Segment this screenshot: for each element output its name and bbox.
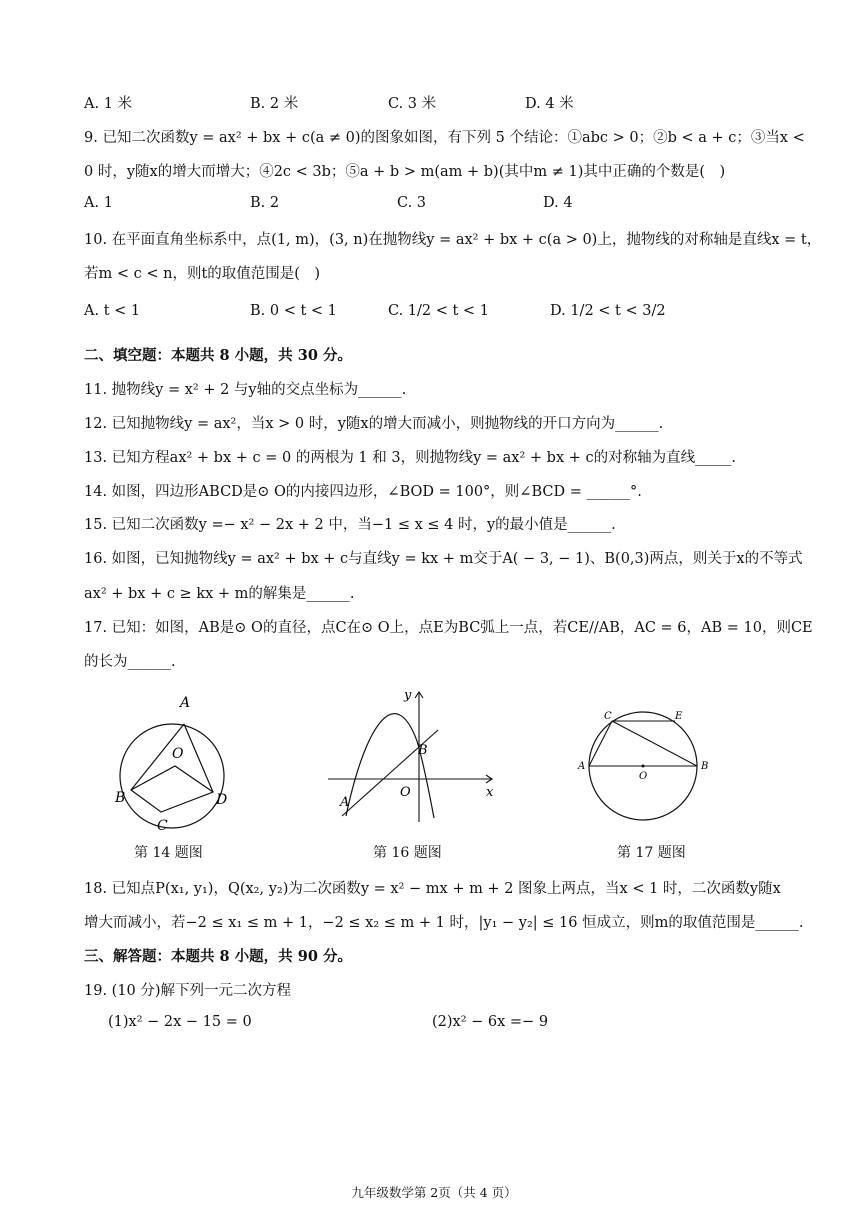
- figure-16: [320, 686, 500, 826]
- q8-option-c: C. 3 米: [388, 96, 437, 112]
- q18-line2: 增大而减小，若−2 ≤ x₁ ≤ m + 1，−2 ≤ x₂ ≤ m + 1 时，|y₁ − y₂| ≤ 16 恒成立，则m的取值范围是______.: [84, 915, 804, 931]
- section-heading-fill-in: 二、填空题：本题共 8 小题，共 30 分。: [84, 347, 352, 364]
- fig17-caption: 第 17 题图: [617, 845, 686, 861]
- fig17-label-o: O: [639, 771, 648, 782]
- figure-17: [575, 706, 715, 836]
- fig14-label-a: A: [180, 695, 191, 711]
- q16-line2: ax² + bx + c ≥ kx + m的解集是______.: [84, 586, 355, 602]
- figure-14: [108, 690, 240, 840]
- q9-option-a: A. 1: [84, 195, 113, 211]
- fig14-label-c: C: [157, 818, 168, 834]
- q13: 13. 已知方程ax² + bx + c = 0 的两根为 1 和 3，则抛物线y = ax² + bx + c的对称轴为直线_____.: [84, 450, 736, 466]
- fig14-label-d: D: [216, 792, 228, 808]
- fig16-label-y: y: [404, 688, 412, 703]
- q19-part2: (2)x² − 6x =− 9: [432, 1014, 549, 1030]
- q10-option-d: D. 1/2 < t < 3/2: [550, 303, 666, 319]
- fig14-label-b: B: [115, 790, 126, 806]
- q19-part1: (1)x² − 2x − 15 = 0: [108, 1014, 252, 1030]
- q17-line1: 17. 已知：如图，AB是⊙ O的直径，点C在⊙ O上，点E为BC弧上一点，若CE//AB，AC = 6，AB = 10，则CE: [84, 620, 813, 636]
- q8-option-a: A. 1 米: [84, 96, 133, 112]
- q10-line1: 10. 在平面直角坐标系中，点(1, m)，(3, n)在抛物线y = ax² + bx + c(a > 0)上，抛物线的对称轴是直线x = t，: [84, 232, 822, 248]
- fig17-label-a: A: [578, 761, 586, 772]
- fig17-label-e: E: [675, 711, 683, 722]
- q10-option-b: B. 0 < t < 1: [250, 303, 337, 319]
- q16-line1: 16. 如图，已知抛物线y = ax² + bx + c与直线y = kx + m交于A( − 3, − 1)、B(0,3)两点，则关于x的不等式: [84, 551, 803, 567]
- fig16-label-b: B: [418, 743, 428, 758]
- q10-option-c: C. 1/2 < t < 1: [388, 303, 489, 319]
- q15: 15. 已知二次函数y =− x² − 2x + 2 中，当−1 ≤ x ≤ 4 时，y的最小值是______.: [84, 517, 616, 533]
- fig14-caption: 第 14 题图: [134, 845, 203, 861]
- q19-title: 19. (10 分)解下列一元二次方程: [84, 983, 292, 999]
- fig16-label-o: O: [400, 785, 411, 800]
- q8-option-b: B. 2 米: [250, 96, 299, 112]
- q14: 14. 如图，四边形ABCD是⊙ O的内接四边形，∠BOD = 100°，则∠BCD = ______°.: [84, 484, 642, 500]
- q8-option-d: D. 4 米: [525, 96, 574, 112]
- q18-line1: 18. 已知点P(x₁, y₁)，Q(x₂, y₂)为二次函数y = x² − mx + m + 2 图象上两点，当x < 1 时，二次函数y随x: [84, 881, 781, 897]
- page-footer: 九年级数学第 2页（共 4 页）: [351, 1185, 517, 1200]
- fig17-label-b: B: [701, 761, 709, 772]
- q17-line2: 的长为______.: [84, 654, 176, 670]
- q9-option-d: D. 4: [543, 195, 573, 211]
- q10-line2: 若m < c < n，则t的取值范围是( ): [84, 266, 321, 282]
- q11: 11. 抛物线y = x² + 2 与y轴的交点坐标为______.: [84, 382, 407, 398]
- q9-option-c: C. 3: [397, 195, 427, 211]
- section-heading-solutions: 三、解答题：本题共 8 小题，共 90 分。: [84, 948, 352, 965]
- fig16-label-x: x: [486, 785, 494, 800]
- fig16-caption: 第 16 题图: [373, 845, 442, 861]
- q9-line1: 9. 已知二次函数y = ax² + bx + c(a ≠ 0)的图象如图，有下列 5 个结论：①abc > 0；②b < a + c；③当x <: [84, 130, 805, 146]
- q9-option-b: B. 2: [250, 195, 280, 211]
- q12: 12. 已知抛物线y = ax²，当x > 0 时，y随x的增大而减小，则抛物线的开口方向为______.: [84, 416, 664, 432]
- fig14-label-o: O: [172, 746, 184, 762]
- fig17-label-c: C: [604, 711, 612, 722]
- q10-option-a: A. t < 1: [84, 303, 141, 319]
- q9-line2: 0 时，y随x的增大而增大；④2c < 3b；⑤a + b > m(am + b)(其中m ≠ 1)其中正确的个数是( ): [84, 164, 726, 180]
- fig16-label-a: A: [340, 795, 350, 810]
